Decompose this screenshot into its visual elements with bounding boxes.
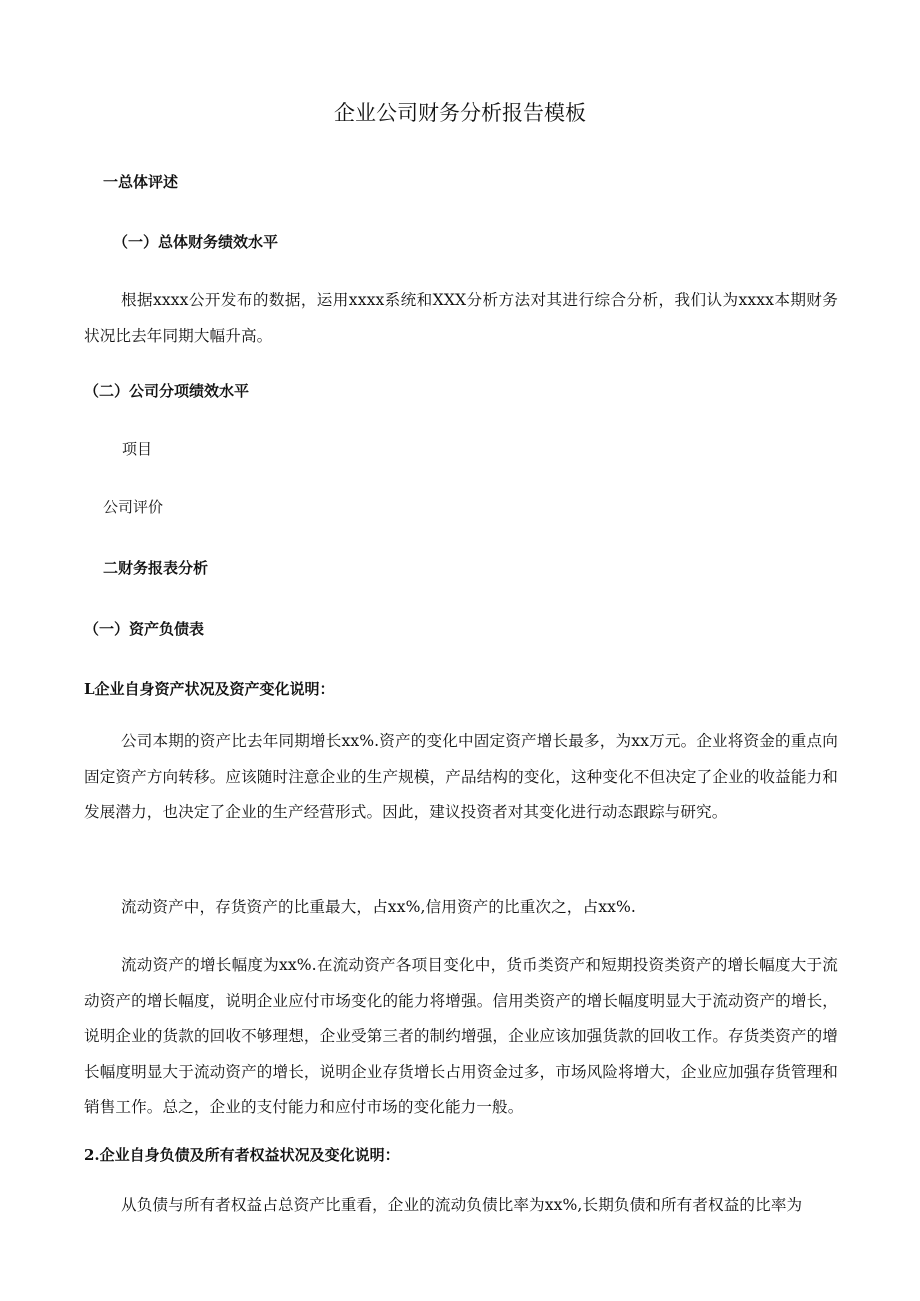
item-heading-liabilities-equity: 2.企业自身负债及所有者权益状况及变化说明： — [84, 1146, 400, 1164]
label-company-evaluation: 公司评价 — [103, 498, 164, 516]
subsection-heading-itemized-performance: （二）公司分项绩效水平 — [84, 382, 250, 400]
subsection-heading-overall-performance: （一）总体财务绩效水平 — [113, 233, 279, 251]
section-heading-financial-statements: 二财务报表分析 — [103, 559, 209, 577]
document-title: 企业公司财务分析报告模板 — [334, 101, 586, 125]
paragraph-assets-change: 公司本期的资产比去年同期增长xx%.资产的变化中固定资产增长最多，为xx万元。企业将资金的重点向固定资产方向转移。应该随时注意企业的生产规模，产品结构的变化，这种变化不但决定了企业的收益能力和发展潜力，也决定了企业的生产经营形式。因此，建议投资者对其变化进行动态跟踪与研究。 — [84, 732, 838, 821]
item-heading-assets-status: L企业自身资产状况及资产变化说明： — [84, 680, 335, 698]
subsection-heading-balance-sheet: （一）资产负债表 — [84, 620, 205, 638]
section-heading-overall-review: 一总体评述 — [103, 173, 179, 191]
label-item: 项目 — [122, 440, 153, 458]
paragraph-liabilities-equity: 从负债与所有者权益占总资产比重看，企业的流动负债比率为xx%,长期负债和所有者权益的比率为 — [121, 1196, 803, 1214]
paragraph-overall-performance: 根据xxxx公开发布的数据，运用xxxx系统和XXX分析方法对其进行综合分析，我们认为xxxx本期财务状况比去年同期大幅升高。 — [84, 291, 838, 345]
paragraph-current-assets-growth: 流动资产的增长幅度为xx%.在流动资产各项目变化中，货币类资产和短期投资类资产的增长幅度大于流动资产的增长幅度，说明企业应付市场变化的能力将增强。信用类资产的增长幅度明显大于流动资产的增长，说明企业的货款的回收不够理想，企业受第三者的制约增强，企业应该加强货款的回收工作。存货类资产的增长幅度明显大于流动资产的增长，说明企业存货增长占用资金过多，市场风险将增大，企业应加强存货管理和销售工作。总之，企业的支付能力和应付市场的变化能力一般。 — [84, 956, 838, 1116]
paragraph-current-assets-share: 流动资产中，存货资产的比重最大，占xx%,信用资产的比重次之，占xx%. — [121, 898, 636, 916]
